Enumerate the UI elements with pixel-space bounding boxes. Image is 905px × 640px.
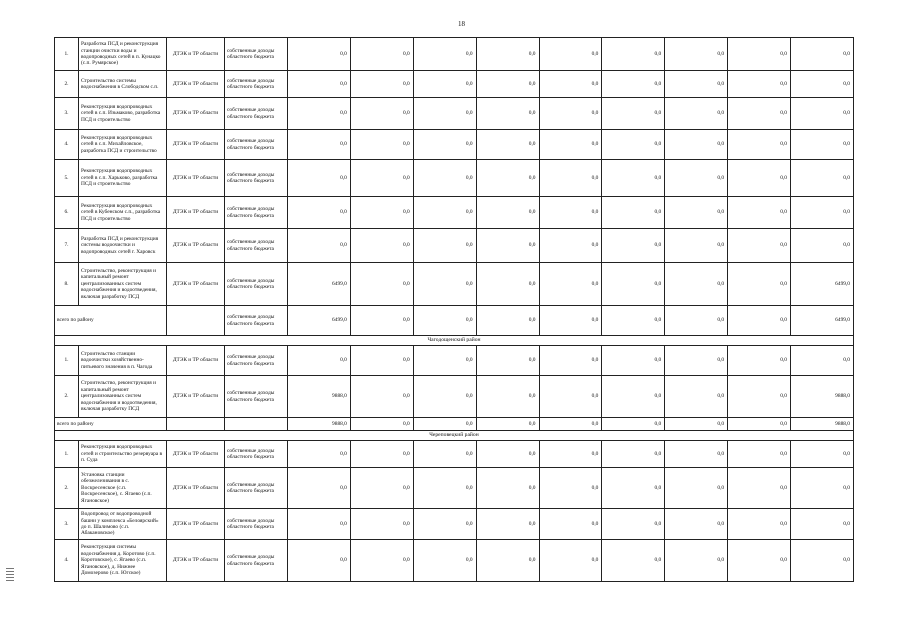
value-cell: 0,0 [288,130,351,160]
measure-name: Установка станции обезжелезивания в с. Воскресенское (с.п. Воскресенское), с. Ягаево (с.п. Ягановское) [79,468,167,509]
value-cell: 0,0 [476,376,539,418]
value-cell: 0,0 [350,229,413,263]
value-cell: 0,0 [476,160,539,197]
executor: ДТЭК и ТР области [167,98,225,130]
value-cell: 0,0 [476,38,539,71]
value-cell: 0,0 [288,441,351,468]
value-cell: 0,0 [350,509,413,540]
value-cell: 0,0 [665,509,728,540]
value-cell: 0,0 [665,441,728,468]
value-cell: 0,0 [791,197,854,229]
funding-source: собственные доходы областного бюджета [225,197,288,229]
value-cell: 0,0 [539,468,602,509]
measure-name: Реконструкция водопроводных сетей и строительство резервуара в п. Суда [79,441,167,468]
value-cell: 0,0 [539,263,602,306]
total-value-cell: 0,0 [602,306,665,336]
funding-source: собственные доходы областного бюджета [225,229,288,263]
total-row [55,306,854,336]
row-number: 7. [55,229,79,263]
value-cell: 0,0 [728,229,791,263]
value-cell: 0,0 [350,540,413,582]
value-cell: 0,0 [476,130,539,160]
table-row [55,263,854,306]
row-number: 8. [55,263,79,306]
value-cell: 0,0 [728,468,791,509]
measure-name: Разработка ПСД и реконструкция станции очистки воды и водопроводных сетей в п. Кунацко (с.п. Румярское) [79,38,167,71]
value-cell: 0,0 [665,346,728,376]
value-cell: 0,0 [602,229,665,263]
row-number: 4. [55,540,79,582]
value-cell: 0,0 [665,376,728,418]
measure-name: Реконструкция водопроводных сетей в Кубенском с.п., разработка ПСД и строительство [79,197,167,229]
total-label: всего по району [55,418,167,431]
value-cell: 0,0 [413,346,476,376]
value-cell: 0,0 [350,346,413,376]
value-cell: 0,0 [602,376,665,418]
value-cell: 0,0 [665,229,728,263]
table-row [55,71,854,98]
section-title: Чагодощенский район [55,336,854,346]
value-cell: 0,0 [665,98,728,130]
executor-empty [167,418,225,431]
value-cell: 0,0 [350,441,413,468]
value-cell: 0,0 [288,468,351,509]
total-value-cell: 0,0 [413,418,476,431]
value-cell: 0,0 [728,38,791,71]
value-cell: 0,0 [350,98,413,130]
value-cell: 0,0 [288,160,351,197]
value-cell: 0,0 [476,468,539,509]
funding-source: собственные доходы областного бюджета [225,71,288,98]
total-value-cell: 6499,0 [288,306,351,336]
executor: ДТЭК и ТР области [167,197,225,229]
executor: ДТЭК и ТР области [167,540,225,582]
value-cell: 0,0 [476,229,539,263]
funding-source: собственные доходы областного бюджета [225,441,288,468]
executor: ДТЭК и ТР области [167,38,225,71]
row-number: 5. [55,160,79,197]
executor: ДТЭК и ТР области [167,71,225,98]
value-cell: 0,0 [728,130,791,160]
executor: ДТЭК и ТР области [167,130,225,160]
funding-source: собственные доходы областного бюджета [225,38,288,71]
value-cell: 0,0 [350,130,413,160]
value-cell: 0,0 [791,441,854,468]
value-cell: 0,0 [728,540,791,582]
value-cell: 0,0 [602,346,665,376]
value-cell: 0,0 [665,130,728,160]
value-cell: 0,0 [476,263,539,306]
value-cell: 0,0 [413,197,476,229]
value-cell: 0,0 [539,71,602,98]
total-value-cell: 0,0 [350,306,413,336]
total-value-cell: 0,0 [476,418,539,431]
value-cell: 0,0 [413,376,476,418]
value-cell: 0,0 [539,229,602,263]
value-cell: 0,0 [288,540,351,582]
value-cell: 0,0 [602,38,665,71]
value-cell: 0,0 [791,540,854,582]
value-cell: 0,0 [539,197,602,229]
table-row [55,130,854,160]
measure-name: Строительство системы водоснабжения в Слободском с.п. [79,71,167,98]
value-cell: 0,0 [728,197,791,229]
value-cell: 0,0 [791,71,854,98]
row-number: 3. [55,509,79,540]
executor: ДТЭК и ТР области [167,509,225,540]
value-cell: 0,0 [413,509,476,540]
total-value-cell: 0,0 [665,418,728,431]
funding-source: собственные доходы областного бюджета [225,98,288,130]
value-cell: 0,0 [539,376,602,418]
value-cell: 0,0 [288,98,351,130]
total-value-cell: 0,0 [413,306,476,336]
value-cell: 0,0 [665,540,728,582]
value-cell: 0,0 [728,160,791,197]
value-cell: 0,0 [288,197,351,229]
value-cell: 0,0 [665,197,728,229]
row-number: 4. [55,130,79,160]
value-cell: 0,0 [539,130,602,160]
value-cell: 0,0 [791,38,854,71]
measure-name: Строительство, реконструкция и капитальный ремонт централизованных систем водоснабжения и водоотведения, включая разработку ПСД [79,263,167,306]
value-cell: 0,0 [413,130,476,160]
total-value-cell: 0,0 [602,418,665,431]
executor: ДТЭК и ТР области [167,376,225,418]
table-row [55,160,854,197]
total-row [55,418,854,431]
measure-name: Водопровод от водопроводной башни у комплекса «Белоярский» до п. Шалимово (с.п. Абакановское) [79,509,167,540]
total-value-cell: 0,0 [728,418,791,431]
total-value-cell: 6499,0 [791,306,854,336]
value-cell: 0,0 [288,38,351,71]
measure-name: Реконструкция водопроводных сетей в с.п. Харьково, разработка ПСД и строительство [79,160,167,197]
value-cell: 0,0 [728,509,791,540]
table-row [55,468,854,509]
row-number: 2. [55,376,79,418]
value-cell: 0,0 [476,540,539,582]
value-cell: 0,0 [350,197,413,229]
total-value-cell: 0,0 [728,306,791,336]
table-row [55,98,854,130]
value-cell: 0,0 [791,229,854,263]
value-cell: 0,0 [665,38,728,71]
value-cell: 0,0 [728,71,791,98]
value-cell: 0,0 [791,160,854,197]
measure-name: Строительство, реконструкция и капитальный ремонт централизованных систем водоснабжения и водоотведения, включая разработку ПСД [79,376,167,418]
funding-source: собственные доходы областного бюджета [225,376,288,418]
table-row [55,229,854,263]
row-number: 1. [55,441,79,468]
executor-empty [167,306,225,336]
value-cell: 0,0 [602,263,665,306]
total-label: всего по району [55,306,167,336]
value-cell: 0,0 [791,98,854,130]
funding-source: собственные доходы областного бюджета [225,306,288,336]
value-cell: 0,0 [413,468,476,509]
value-cell: 0,0 [413,38,476,71]
value-cell: 0,0 [288,509,351,540]
value-cell: 0,0 [791,130,854,160]
value-cell: 0,0 [602,160,665,197]
row-number: 1. [55,38,79,71]
executor: ДТЭК и ТР области [167,263,225,306]
value-cell: 0,0 [602,130,665,160]
value-cell: 0,0 [350,468,413,509]
total-value-cell: 0,0 [539,418,602,431]
total-value-cell: 9888,0 [288,418,351,431]
value-cell: 0,0 [539,346,602,376]
total-value-cell: 0,0 [665,306,728,336]
value-cell: 0,0 [728,263,791,306]
value-cell: 0,0 [476,441,539,468]
measure-name: Реконструкция водопроводных сетей в с.п. Изьмаково, разработка ПСД и строительство [79,98,167,130]
value-cell: 6499,0 [288,263,351,306]
total-value-cell: 9888,0 [791,418,854,431]
value-cell: 0,0 [791,509,854,540]
measure-name: Разработка ПСД и реконструкция системы водоочистки и водопроводных сетей г. Харовск [79,229,167,263]
table-row [55,376,854,418]
value-cell: 0,0 [413,160,476,197]
value-cell: 0,0 [539,509,602,540]
row-number: 6. [55,197,79,229]
margin-marks [6,568,14,583]
value-cell: 0,0 [728,441,791,468]
total-value-cell: 0,0 [539,306,602,336]
funding-source: собственные доходы областного бюджета [225,468,288,509]
value-cell: 0,0 [728,346,791,376]
table-row [55,346,854,376]
value-cell: 0,0 [602,71,665,98]
measure-name: Реконструкция системы водоснабжения д. Коротово (с.п. Коротовское), с. Ягаево (с.п. Ягановское), д. Нижнее Домозерово (с.п. Югское) [79,540,167,582]
table-row [55,509,854,540]
value-cell: 0,0 [350,160,413,197]
total-value-cell: 0,0 [476,306,539,336]
page-number: 18 [458,20,465,28]
measure-name: Реконструкция водопроводных сетей в с.п. Михайловское, разработка ПСД и строительство [79,130,167,160]
value-cell: 0,0 [665,263,728,306]
value-cell: 0,0 [539,160,602,197]
table-row [55,441,854,468]
value-cell: 9888,0 [791,376,854,418]
value-cell: 0,0 [665,160,728,197]
budget-table [54,37,854,582]
value-cell: 0,0 [665,468,728,509]
row-number: 3. [55,98,79,130]
funding-source: собственные доходы областного бюджета [225,346,288,376]
measure-name: Строительство станции водоочистки хозяйственно-питьевого значения в п. Чагода [79,346,167,376]
value-cell: 0,0 [350,71,413,98]
funding-source: собственные доходы областного бюджета [225,540,288,582]
value-cell: 6499,0 [791,263,854,306]
value-cell: 0,0 [288,71,351,98]
value-cell: 0,0 [728,98,791,130]
value-cell: 0,0 [350,376,413,418]
value-cell: 0,0 [728,376,791,418]
value-cell: 0,0 [413,98,476,130]
value-cell: 0,0 [791,468,854,509]
row-number: 1. [55,346,79,376]
executor: ДТЭК и ТР области [167,160,225,197]
value-cell: 0,0 [476,71,539,98]
row-number: 2. [55,71,79,98]
value-cell: 0,0 [476,98,539,130]
table-row [55,38,854,71]
value-cell: 0,0 [539,540,602,582]
value-cell: 0,0 [665,71,728,98]
value-cell: 0,0 [602,441,665,468]
funding-source: собственные доходы областного бюджета [225,130,288,160]
value-cell: 0,0 [413,540,476,582]
value-cell: 0,0 [476,346,539,376]
value-cell: 0,0 [791,346,854,376]
value-cell: 0,0 [413,441,476,468]
executor: ДТЭК и ТР области [167,346,225,376]
total-value-cell: 0,0 [350,418,413,431]
section-header-row [55,336,854,346]
value-cell: 0,0 [539,441,602,468]
row-number: 2. [55,468,79,509]
value-cell: 0,0 [602,98,665,130]
value-cell: 0,0 [602,197,665,229]
value-cell: 0,0 [350,38,413,71]
value-cell: 0,0 [539,98,602,130]
value-cell: 0,0 [288,229,351,263]
section-header-row [55,431,854,441]
value-cell: 0,0 [288,346,351,376]
value-cell: 0,0 [350,263,413,306]
value-cell: 0,0 [602,468,665,509]
funding-source: собственные доходы областного бюджета [225,263,288,306]
funding-source [225,418,288,431]
value-cell: 0,0 [413,263,476,306]
value-cell: 9888,0 [288,376,351,418]
table-row [55,540,854,582]
value-cell: 0,0 [413,71,476,98]
section-title: Череповецкий район [55,431,854,441]
value-cell: 0,0 [476,509,539,540]
value-cell: 0,0 [539,38,602,71]
table-row [55,197,854,229]
value-cell: 0,0 [602,540,665,582]
value-cell: 0,0 [602,509,665,540]
value-cell: 0,0 [413,229,476,263]
funding-source: собственные доходы областного бюджета [225,160,288,197]
executor: ДТЭК и ТР области [167,441,225,468]
funding-source: собственные доходы областного бюджета [225,509,288,540]
value-cell: 0,0 [476,197,539,229]
executor: ДТЭК и ТР области [167,229,225,263]
executor: ДТЭК и ТР области [167,468,225,509]
